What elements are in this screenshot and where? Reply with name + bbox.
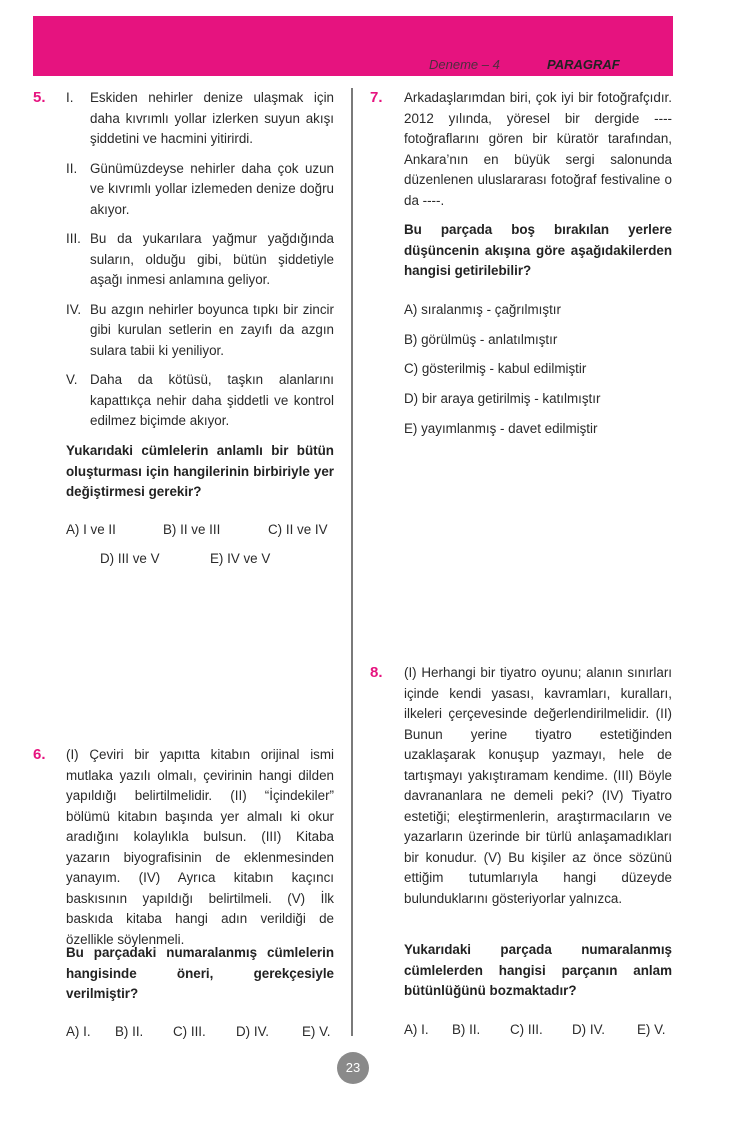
q8-option-d[interactable]: D) IV. bbox=[572, 1022, 605, 1037]
item-numeral: III. bbox=[66, 231, 81, 246]
item-numeral: II. bbox=[66, 160, 78, 176]
item-text: Bu azgın nehirler boyunca tıpkı bir zincir gibi kurulan setlerin en zayıfı da azgın sulara tabii ki yeniliyor. bbox=[90, 301, 334, 358]
question-7-passage: Arkadaşlarımdan biri, çok iyi bir fotoğrafçıdır. 2012 yılında, yöresel bir dergide ---- fotoğraflarını gören bir küratör tarafından, Ankara’nın en büyük sergi salonunda düzenlenen uluslararası fotoğraf festivaline o da ----. bbox=[404, 90, 672, 208]
q5-option-a[interactable]: A) I ve II bbox=[66, 522, 116, 537]
q8-option-c[interactable]: C) III. bbox=[510, 1022, 543, 1037]
q7-option-c[interactable]: C) gösterilmiş - kabul edilmiştir bbox=[404, 361, 587, 376]
item-numeral: V. bbox=[66, 372, 78, 387]
question-8-number: 8. bbox=[370, 664, 383, 681]
list-item bbox=[66, 300, 334, 362]
section-label: PARAGRAF bbox=[547, 57, 620, 72]
q5-option-c[interactable]: C) II ve IV bbox=[268, 522, 328, 537]
q8-option-e[interactable]: E) V. bbox=[637, 1022, 666, 1037]
item-text: Bu da yukarılara yağmur yağdığında suların, olduğu gibi, bütün şiddetiyle aşağı inmesi anlamına geliyor. bbox=[90, 231, 334, 287]
q6-option-b[interactable]: B) II. bbox=[115, 1024, 144, 1039]
list-item bbox=[66, 370, 334, 432]
q7-option-e[interactable]: E) yayımlanmış - davet edilmiştir bbox=[404, 421, 598, 436]
header-row bbox=[33, 56, 673, 76]
list-item bbox=[66, 159, 334, 221]
item-numeral: I. bbox=[66, 90, 74, 105]
question-6-number: 6. bbox=[33, 746, 46, 763]
item-numeral: IV. bbox=[66, 301, 82, 317]
q5-option-b[interactable]: B) II ve III bbox=[163, 522, 221, 537]
q6-option-d[interactable]: D) IV. bbox=[236, 1024, 269, 1039]
question-5-stem: Yukarıdaki cümlelerin anlamlı bir bütün oluşturması için hangilerinin birbiriyle yer değiştirmesi gerekir? bbox=[66, 443, 334, 499]
item-text: Günümüzdeyse nehirler daha çok uzun ve kıvrımlı yollar izlemeden denize doğru akıyor. bbox=[90, 160, 334, 217]
q7-option-b[interactable]: B) görülmüş - anlatılmıştır bbox=[404, 332, 558, 347]
q5-option-d[interactable]: D) III ve V bbox=[100, 551, 160, 566]
question-8-passage: (I) Herhangi bir tiyatro oyunu; alanın sınırları içinde kendi yasası, kavramları, kuralları, ilkeleri çerçevesinde değerlendirilmelidir. (II) Bunun yerine tiyatro estetiğinden uzaklaşarak konuşup yazmayı, hele de tartışmayı yakıştıramam kendime. (III) Böyle davrananlara ne demeli peki? (IV) Tiyatro estetiği; eleştirmenlerin, araştırmacıların ve yazarların üzerinde bir türlü anlaşamadıkları bir konudur. (V) Bu kişiler az önce sözünü ettiğim tutumlarıyla hangi düzeyde bulunduklarını gösteriyorlar yalnızca. bbox=[404, 665, 672, 906]
q7-option-a[interactable]: A) sıralanmış - çağrılmıştır bbox=[404, 302, 561, 317]
list-item bbox=[66, 229, 334, 291]
list-item bbox=[66, 88, 334, 150]
question-6-passage: (I) Çeviri bir yapıtta kitabın orijinal ismi mutlaka yazılı olmalı, çevirinin hangi dilden yapıldığı belirtilmelidir. (II) “İçindekiler” bölümü kitabın başında yer almalı ki okur aradığını kolaylıkla bulsun. (III) Kitaba yazarın biyografisinin de eklenmesinden yanayım. (IV) Ayrıca kitabın kaçıncı baskısının yapıldığı belirtilmeli. (V) İlk baskıda kitaba hangi adın verildiği de özellikle söylenmeli. bbox=[66, 747, 334, 947]
column-divider bbox=[351, 88, 353, 1036]
exam-label: Deneme – 4 bbox=[429, 57, 500, 72]
page-number-badge: 23 bbox=[337, 1052, 369, 1084]
question-7-stem: Bu parçada boş bırakılan yerlere düşüncenin akışına göre aşağıdakilerden hangisi getirilebilir? bbox=[404, 222, 672, 278]
q5-option-e[interactable]: E) IV ve V bbox=[210, 551, 271, 566]
q6-option-a[interactable]: A) I. bbox=[66, 1024, 91, 1039]
q8-option-a[interactable]: A) I. bbox=[404, 1022, 429, 1037]
question-8-stem: Yukarıdaki parçada numaralanmış cümlelerden hangisi parçanın anlam bütünlüğünü bozmaktadır? bbox=[404, 942, 672, 998]
question-5-number: 5. bbox=[33, 89, 46, 106]
q7-option-d[interactable]: D) bir araya getirilmiş - katılmıştır bbox=[404, 391, 601, 406]
question-5-items bbox=[66, 88, 334, 441]
q6-option-c[interactable]: C) III. bbox=[173, 1024, 206, 1039]
q8-option-b[interactable]: B) II. bbox=[452, 1022, 481, 1037]
question-6-stem: Bu parçadaki numaralanmış cümlelerin hangisinde öneri, gerekçesiyle verilmiştir? bbox=[66, 945, 334, 1001]
question-7-number: 7. bbox=[370, 89, 383, 106]
item-text: Eskiden nehirler denize ulaşmak için daha kıvrımlı yollar izlerken suyun akışı şiddetini ve hacmini yitirirdi. bbox=[90, 90, 334, 146]
q6-option-e[interactable]: E) V. bbox=[302, 1024, 331, 1039]
item-text: Daha da kötüsü, taşkın alanlarını kapattıkça nehir daha şiddetli ve kontrol edilmez biçimde akıyor. bbox=[90, 372, 334, 428]
